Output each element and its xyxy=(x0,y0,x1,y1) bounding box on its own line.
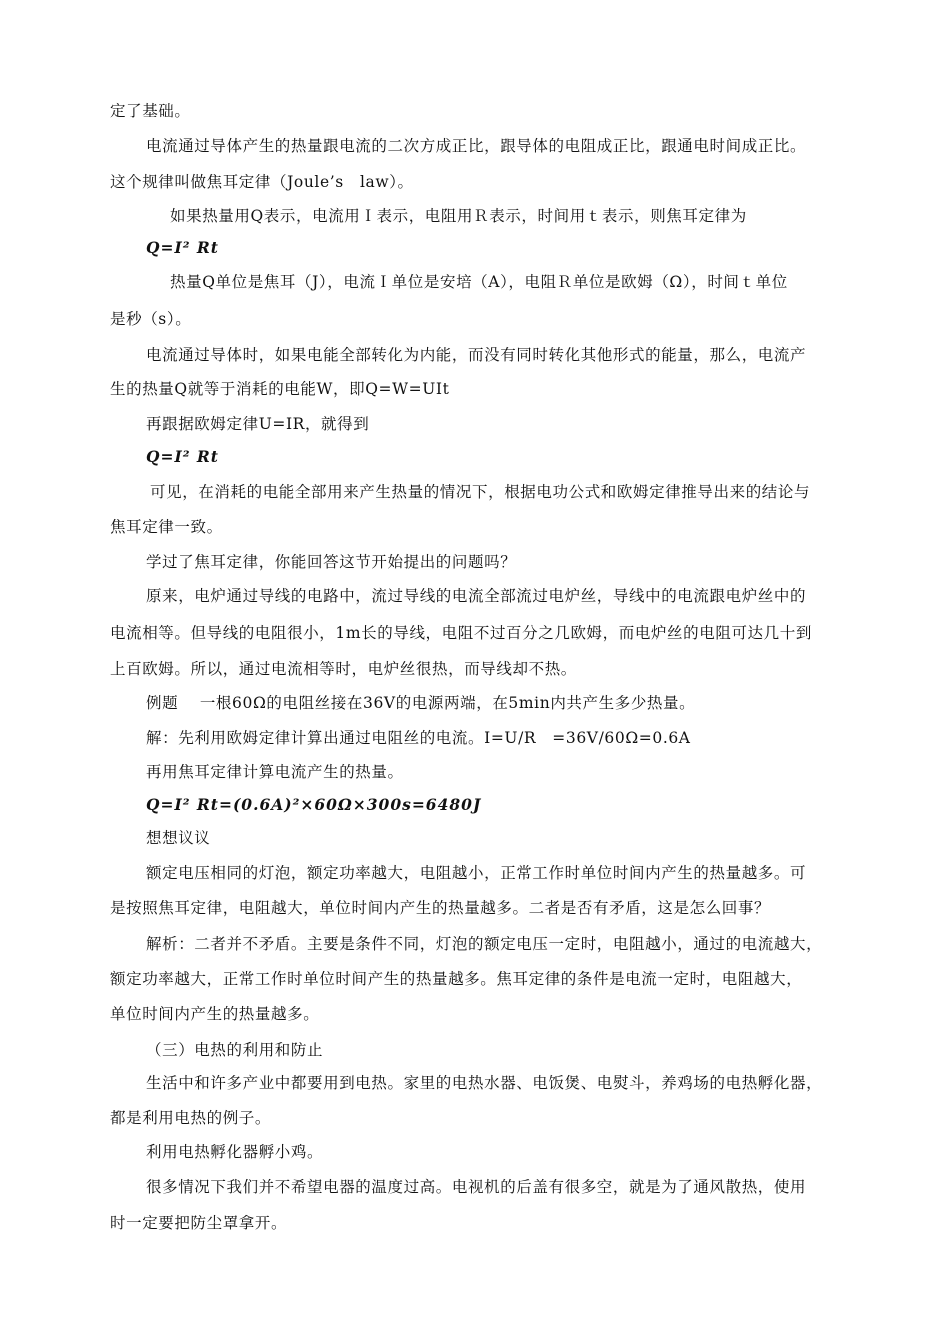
text-line: 这个规律叫做焦耳定律（Joule’s law）。 xyxy=(110,173,414,191)
text-line: 电流通过导体时，如果电能全部转化为内能，而没有同时转化其他形式的能量，那么，电流产 xyxy=(146,346,807,364)
section-heading: （三）电热的利用和防止 xyxy=(146,1041,324,1059)
text-line: 生的热量Q就等于消耗的电能W，即Q=W=UIt xyxy=(110,380,450,398)
text-line: 是按照焦耳定律，电阻越大，单位时间内产生的热量越多。二者是否有矛盾，这是怎么回事？ xyxy=(110,899,771,917)
text-line: 解：先利用欧姆定律计算出通过电阻丝的电流。I=U/R =36V/60Ω=0.6A xyxy=(146,729,691,747)
text-line: 是秒（s）。 xyxy=(110,310,192,328)
text-line: 原来，电炉通过导线的电路中，流过导线的电流全部流过电炉丝，导线中的电流跟电炉丝中的 xyxy=(146,587,807,605)
text-line: 单位时间内产生的热量越多。 xyxy=(110,1005,320,1023)
text-line: 再用焦耳定律计算电流产生的热量。 xyxy=(146,763,404,781)
text-line: 额定电压相同的灯泡，额定功率越大，电阻越小，正常工作时单位时间内产生的热量越多。可 xyxy=(146,864,807,882)
text-line: 额定功率越大，正常工作时单位时间产生的热量越多。焦耳定律的条件是电流一定时，电阻越大， xyxy=(110,970,803,988)
text-line: 热量Q单位是焦耳（J），电流Ｉ单位是安培（A），电阻Ｒ单位是欧姆（Ω），时间ｔ单位 xyxy=(170,273,788,291)
text-line: 电流通过导体产生的热量跟电流的二次方成正比，跟导体的电阻成正比，跟通电时间成正比。 xyxy=(146,137,807,155)
text-line: 都是利用电热的例子。 xyxy=(110,1109,272,1127)
text-line: 利用电热孵化器孵小鸡。 xyxy=(146,1143,324,1161)
formula: Q=I² Rt xyxy=(146,238,219,257)
text-line: 解析：二者并不矛盾。主要是条件不同，灯泡的额定电压一定时，电阻越小，通过的电流越大， xyxy=(146,935,823,953)
text-line: 电流相等。但导线的电阻很小，1m长的导线，电阻不过百分之几欧姆，而电炉丝的电阻可达几十到 xyxy=(110,624,812,642)
text-line: 例题 一根60Ω的电阻丝接在36V的电源两端，在5min内共产生多少热量。 xyxy=(146,694,696,712)
text-line: 如果热量用Q表示，电流用Ｉ表示，电阻用Ｒ表示，时间用ｔ表示，则焦耳定律为 xyxy=(170,207,747,225)
text-line: 生活中和许多产业中都要用到电热。家里的电热水器、电饭煲、电熨斗，养鸡场的电热孵化器， xyxy=(146,1074,823,1092)
formula: Q=I² Rt xyxy=(146,447,219,466)
text-line: 再跟据欧姆定律U=IR，就得到 xyxy=(146,415,370,433)
text-line: 学过了焦耳定律，你能回答这节开始提出的问题吗？ xyxy=(146,553,517,571)
text-line: 可见，在消耗的电能全部用来产生热量的情况下，根据电功公式和欧姆定律推导出来的结论与 xyxy=(150,483,811,501)
text-line: 焦耳定律一致。 xyxy=(110,518,223,536)
formula: Q=I² Rt=(0.6A)²×60Ω×300s=6480J xyxy=(146,795,482,814)
text-line: 时一定要把防尘罩拿开。 xyxy=(110,1214,288,1232)
text-line: 想想议议 xyxy=(146,829,211,847)
text-line: 定了基础。 xyxy=(110,102,191,120)
text-line: 很多情况下我们并不希望电器的温度过高。电视机的后盖有很多空，就是为了通风散热，使用 xyxy=(146,1178,807,1196)
text-line: 上百欧姆。所以，通过电流相等时，电炉丝很热，而导线却不热。 xyxy=(110,660,577,678)
